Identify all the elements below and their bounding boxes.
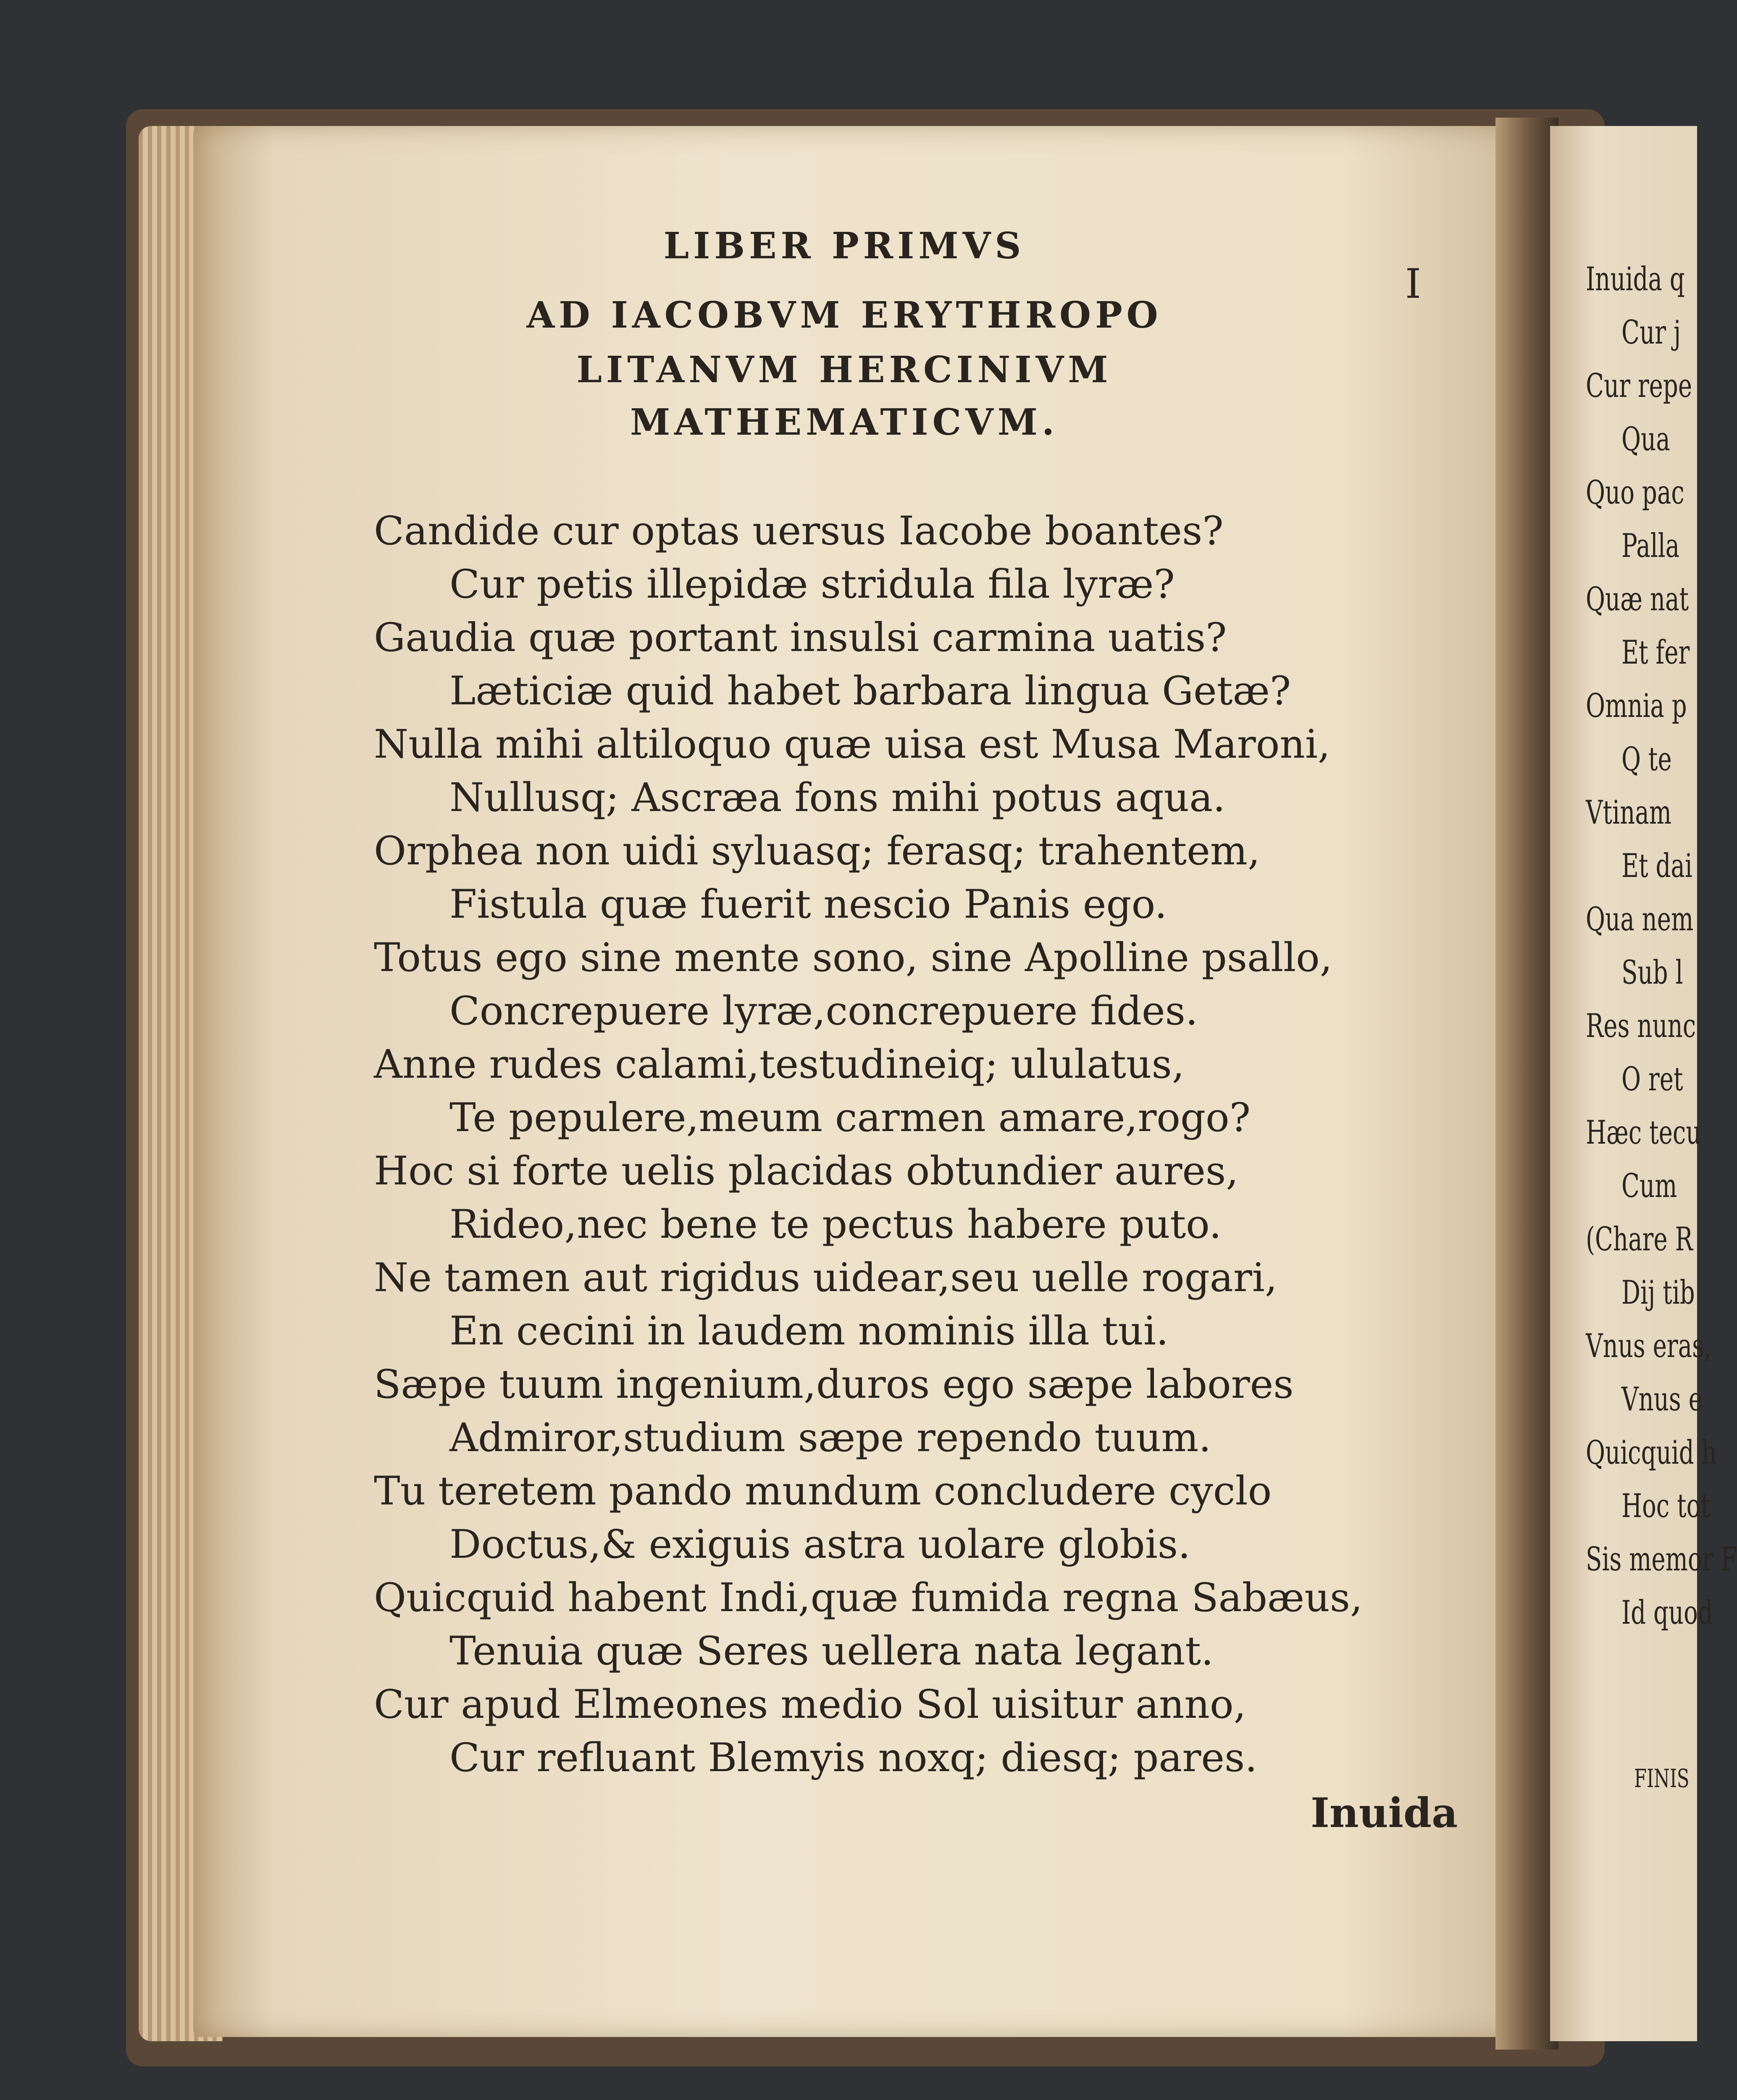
- verse-line: Gaudia quæ portant insulsi carmina uatis?: [374, 615, 1227, 661]
- right-page-line: Cur repe: [1586, 367, 1692, 405]
- verse-line: Tu teretem pando mundum concludere cyclo: [374, 1468, 1272, 1514]
- right-page-line: Qua nem: [1586, 900, 1694, 938]
- verse-line: Nulla mihi altiloquo quæ uisa est Musa Maroni,: [374, 722, 1330, 767]
- right-page-line: Vtinam: [1586, 794, 1671, 832]
- right-page-line: Sis memor F: [1586, 1541, 1737, 1578]
- right-page-line: O ret: [1621, 1060, 1683, 1098]
- folio-number: I: [1405, 260, 1421, 307]
- verse-line: Læticiæ quid habet barbara lingua Getæ?: [449, 668, 1291, 714]
- verse-line: Cur apud Elmeones medio Sol uisitur anno,: [374, 1682, 1246, 1727]
- title-line-3: MATHEMATICVM.: [630, 401, 1059, 444]
- right-page-line: Cum: [1621, 1167, 1677, 1205]
- right-page-line: (Chare R: [1586, 1221, 1693, 1258]
- right-page-line: FINIS: [1634, 1764, 1690, 1793]
- verse-line: Cur refluant Blemyis noxq; diesq; pares.: [449, 1735, 1258, 1781]
- verse-line: Doctus,& exiguis astra uolare globis.: [449, 1522, 1190, 1567]
- verse-line: Te pepulere,meum carmen amare,rogo?: [449, 1095, 1251, 1141]
- verse-line: Tenuia quæ Seres uellera nata legant.: [449, 1628, 1214, 1674]
- right-page-line: Quicquid h: [1586, 1434, 1717, 1472]
- right-page-line: Dij tib: [1621, 1274, 1695, 1312]
- catchword: Inuida: [1311, 1789, 1458, 1837]
- book-gutter: [1495, 118, 1558, 2050]
- running-head: LIBER PRIMVS: [663, 225, 1025, 267]
- verse-line: Sæpe tuum ingenium,duros ego sæpe labores: [374, 1362, 1294, 1407]
- verse-line: Anne rudes calami,testudineiq; ululatus,: [374, 1042, 1185, 1087]
- right-page-line: Id quod: [1621, 1594, 1713, 1632]
- right-page-line: Cur j: [1621, 314, 1681, 352]
- right-page-line: Quæ nat: [1586, 580, 1689, 618]
- verse-line: Candide cur optas uersus Iacobe boantes?: [374, 508, 1224, 554]
- verse-line: Concrepuere lyræ,concrepuere fides.: [449, 988, 1198, 1034]
- verse-line: Cur petis illepidæ stridula fila lyræ?: [449, 562, 1175, 607]
- right-page-line: Hoc tot: [1621, 1487, 1711, 1525]
- right-page-line: Qua: [1621, 420, 1670, 458]
- right-page-line: Palla: [1621, 527, 1680, 565]
- right-page-line: Inuida q: [1586, 260, 1685, 298]
- right-page-line: Et fer: [1621, 634, 1690, 672]
- right-page-line: Hæc tecu: [1586, 1114, 1701, 1152]
- verse-line: Hoc si forte uelis placidas obtundier aures,: [374, 1148, 1239, 1194]
- right-page-line: Et dai: [1621, 847, 1692, 885]
- right-page-line: Quo pac: [1586, 474, 1684, 512]
- right-page-line: Vnus e: [1621, 1381, 1703, 1418]
- title-line-2: LITANVM HERCINIVM: [576, 349, 1112, 391]
- verse-line: Fistula quæ fuerit nescio Panis ego.: [449, 882, 1167, 927]
- verse-line: Admiror,studium sæpe rependo tuum.: [449, 1415, 1211, 1461]
- verse-line: Orphea non uidi syluasq; ferasq; trahentem,: [374, 828, 1260, 874]
- right-page-line: Omnia p: [1586, 687, 1687, 725]
- verse-line: En cecini in laudem nominis illa tui.: [449, 1308, 1169, 1354]
- verse-line: Rideo,nec bene te pectus habere puto.: [449, 1202, 1222, 1247]
- title-line-1: AD IACOBVM ERYTHROPO: [526, 294, 1162, 336]
- verse-line: Ne tamen aut rigidus uidear,seu uelle rogari,: [374, 1255, 1277, 1301]
- verse-line: Nullusq; Ascræa fons mihi potus aqua.: [449, 775, 1225, 821]
- right-page-line: Res nunc: [1586, 1007, 1696, 1045]
- verse-line: Totus ego sine mente sono, sine Apolline psallo,: [374, 935, 1332, 981]
- right-page-line: Sub l: [1621, 954, 1683, 992]
- right-page-line: Vnus eras,: [1586, 1327, 1712, 1365]
- right-page-line: Q te: [1621, 740, 1672, 778]
- verse-line: Quicquid habent Indi,quæ fumida regna Sabæus,: [374, 1575, 1363, 1621]
